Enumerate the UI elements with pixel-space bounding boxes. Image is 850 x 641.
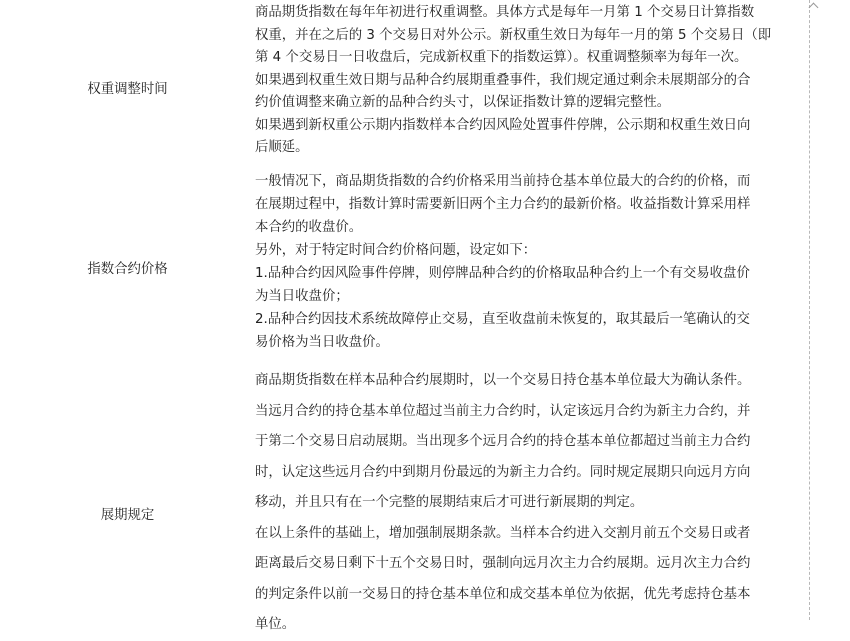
row-label: 指数合约价格: [87, 262, 168, 277]
text-line: 后顺延。: [255, 140, 309, 155]
text-line: 2.品种合约因技术系统故障停止交易，直至收盘前未恢复的，取其最后一笔确认的交: [255, 312, 750, 327]
text-line: 另外，对于特定时间合约价格问题，设定如下：: [255, 243, 537, 258]
row-content: [255, 366, 807, 641]
text-line: 在以上条件的基础上，增加强制展期条款。当样本合约进入交割月前五个交易日或者: [255, 525, 751, 541]
text-line: 第 4 个交易日一日收盘后，完成新权重下的指数运算）。权重调整频率为每年一次。: [255, 50, 748, 65]
text-line: 权重，并在之后的 3 个交易日对外公示。新权重生效日为每年一月的第 5 个交易日（即: [255, 27, 772, 43]
text-line: 如果遇到权重生效日期与品种合约展期重叠事件，我们规定通过剩余未展期部分的合: [255, 72, 751, 88]
table-move-handle-icon[interactable]: [809, 3, 819, 13]
text-line: 在展期过程中，指数计算时需要新旧两个主力合约的最新价格。收益指数计算采用样: [255, 197, 751, 212]
paragraph: [255, 366, 807, 519]
row-content: [255, 170, 807, 354]
paragraph: [255, 115, 807, 160]
text-line: 商品期货指数在样本品种合约展期时，以一个交易日持仓基本单位最大为确认条件。: [255, 373, 751, 388]
text-line: 本合约的收盘价。: [255, 220, 363, 235]
paragraph: [255, 70, 807, 115]
paragraph: [255, 170, 807, 239]
row-label: 权重调整时间: [87, 82, 168, 97]
paragraph: [255, 308, 807, 354]
text-line: 易价格为当日收盘价。: [255, 335, 389, 350]
text-line: 单位。: [255, 617, 296, 632]
paragraph: [255, 519, 807, 641]
text-line: 时，认定这些远月合约中到期月份最远的为新主力合约。同时规定展期只向远月方向: [255, 464, 751, 480]
text-line: 当远月合约的持仓基本单位超过当前主力合约时，认定该远月合约为新主力合约，并: [255, 403, 751, 419]
text-line: 一般情况下，商品期货指数的合约价格采用当前持仓基本单位最大的合约的价格，而: [255, 174, 751, 189]
row-label: 展期规定: [100, 508, 155, 523]
text-line: 1.品种合约因风险事件停牌，则停牌品种合约的价格取品种合约上一个有交易收盘价: [255, 266, 750, 281]
text-line: 商品期货指数在每年年初进行权重调整。具体方式是每年一月第 1 个交易日计算指数: [255, 5, 755, 20]
text-line: 如果遇到新权重公示期内指数样本合约因风险处置事件停牌，公示期和权重生效日向: [255, 117, 751, 133]
paragraph: [255, 2, 807, 70]
text-line: 移动，并且只有在一个完整的展期结束后才可进行新展期的判定。: [255, 495, 644, 510]
text-line: 的判定条件以前一交易日的持仓基本单位和成交基本单位为依据，优先考虑持仓基本: [255, 586, 751, 602]
table-right-border: [809, 0, 810, 620]
paragraph: [255, 262, 807, 308]
paragraph: [255, 239, 807, 262]
text-line: 距离最后交易日剩下十五个交易日时，强制向远月次主力合约展期。远月次主力合约: [255, 556, 751, 571]
text-line: 约价值调整来确立新的品种合约头寸，以保证指数计算的逻辑完整性。: [255, 95, 671, 110]
table-row-rollover-rules: [0, 366, 809, 632]
text-line: 为当日收盘价；: [255, 289, 349, 304]
table-row-index-contract-price: [0, 170, 809, 360]
text-line: 于第二个交易日启动展期。当出现多个远月合约的持仓基本单位都超过当前主力合约: [255, 434, 751, 449]
row-content: [255, 2, 807, 160]
table-row-weight-adjustment-time: [0, 2, 809, 168]
